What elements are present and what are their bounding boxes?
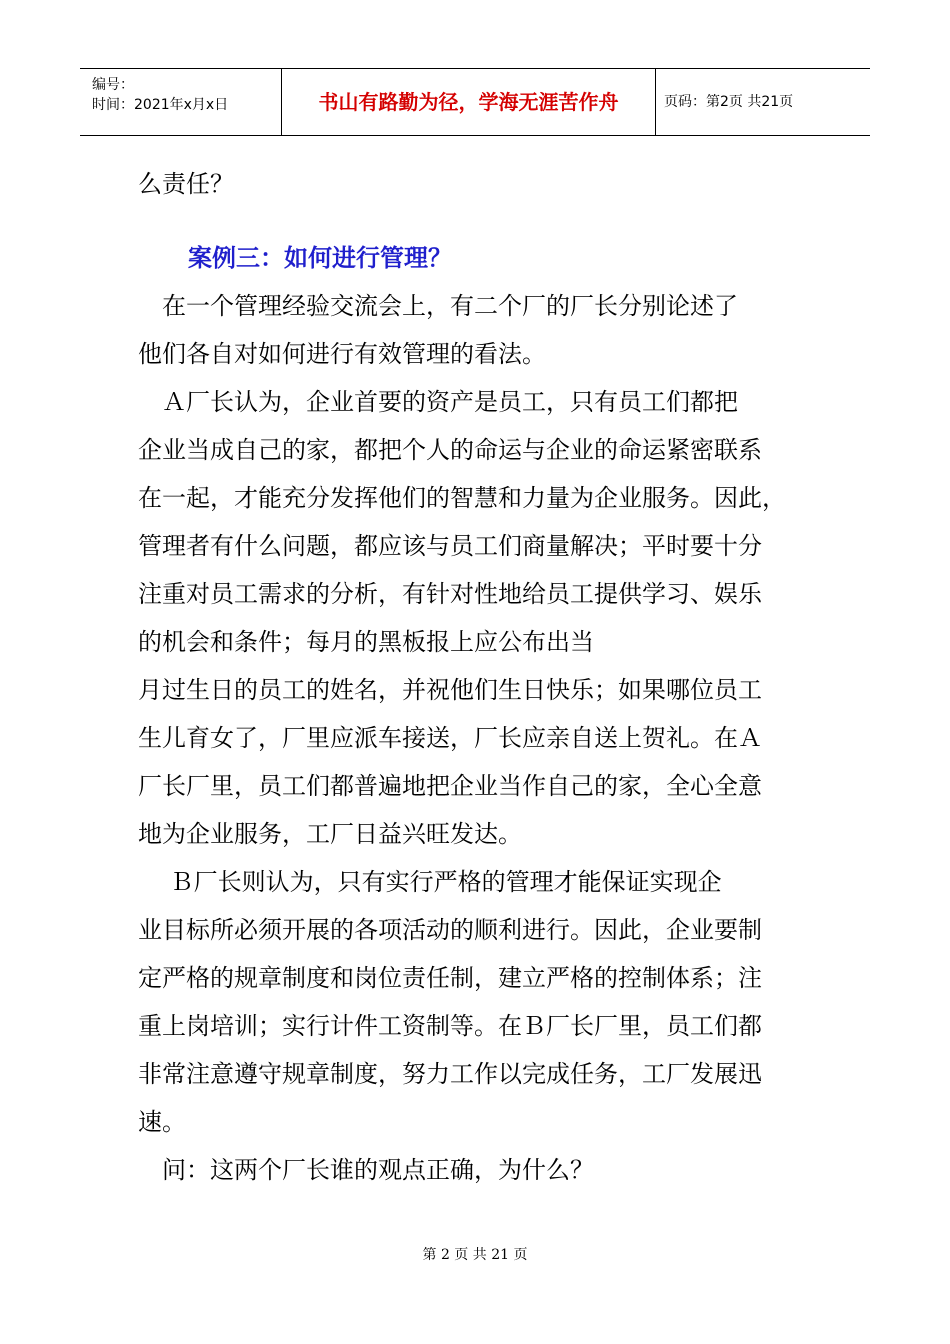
paragraph-line: 的机会和条件；每月的黑板报上应公布出当 xyxy=(138,628,594,656)
paragraph-line: 厂长厂里，员工们都普遍地把企业当作自己的家，全心全意 xyxy=(138,772,762,800)
header-time-label: 时间：2021年x月x日 xyxy=(92,97,229,113)
paragraph-line: 他们各自对如何进行有效管理的看法。 xyxy=(138,340,546,368)
page-footer: 第 2 页 共 21 页 xyxy=(422,1247,528,1263)
header-motto: 书山有路勤为径，学海无涯苦作舟 xyxy=(282,69,656,135)
header-page-label: 页码：第2页 共21页 xyxy=(664,94,794,110)
paragraph-line: Ｂ厂长则认为，只有实行严格的管理才能保证实现企 xyxy=(138,868,722,896)
paragraph-line: 管理者有什么问题，都应该与员工们商量解决；平时要十分 xyxy=(138,532,762,560)
paragraph-line: 生儿育女了，厂里应派车接送，厂长应亲自送上贺礼。在Ａ xyxy=(138,724,762,752)
paragraph-line: 在一个管理经验交流会上，有二个厂的厂长分别论述了 xyxy=(138,292,738,320)
section-heading: 案例三：如何进行管理？ xyxy=(188,243,452,272)
paragraph-line: 问：这两个厂长谁的观点正确，为什么？ xyxy=(138,1156,594,1184)
document-body xyxy=(138,160,810,1194)
paragraph-line: 非常注意遵守规章制度，努力工作以完成任务，工厂发展迅 xyxy=(138,1060,762,1088)
paragraph-line: 地为企业服务，工厂日益兴旺发达。 xyxy=(138,820,522,848)
paragraph-line: Ａ厂长认为，企业首要的资产是员工，只有员工们都把 xyxy=(138,388,738,416)
paragraph-line: 在一起，才能充分发挥他们的智慧和力量为企业服务。因此， xyxy=(138,484,786,512)
header-number-label: 编号： xyxy=(92,77,134,93)
paragraph-line: 企业当成自己的家，都把个人的命运与企业的命运紧密联系 xyxy=(138,436,762,464)
header-info-cell xyxy=(80,69,282,135)
paragraph-line: 注重对员工需求的分析，有针对性地给员工提供学习、娱乐 xyxy=(138,580,762,608)
paragraph-line: 业目标所必须开展的各项活动的顺利进行。因此，企业要制 xyxy=(138,916,762,944)
page-header xyxy=(80,68,870,136)
paragraph-line: 重上岗培训；实行计件工资制等。在Ｂ厂长厂里，员工们都 xyxy=(138,1012,762,1040)
paragraph-line: 速。 xyxy=(138,1108,186,1136)
paragraph-line: 月过生日的员工的姓名，并祝他们生日快乐；如果哪位员工 xyxy=(138,676,762,704)
paragraph-line: 定严格的规章制度和岗位责任制，建立严格的控制体系；注 xyxy=(138,964,762,992)
paragraph-line: 么责任？ xyxy=(138,170,234,198)
